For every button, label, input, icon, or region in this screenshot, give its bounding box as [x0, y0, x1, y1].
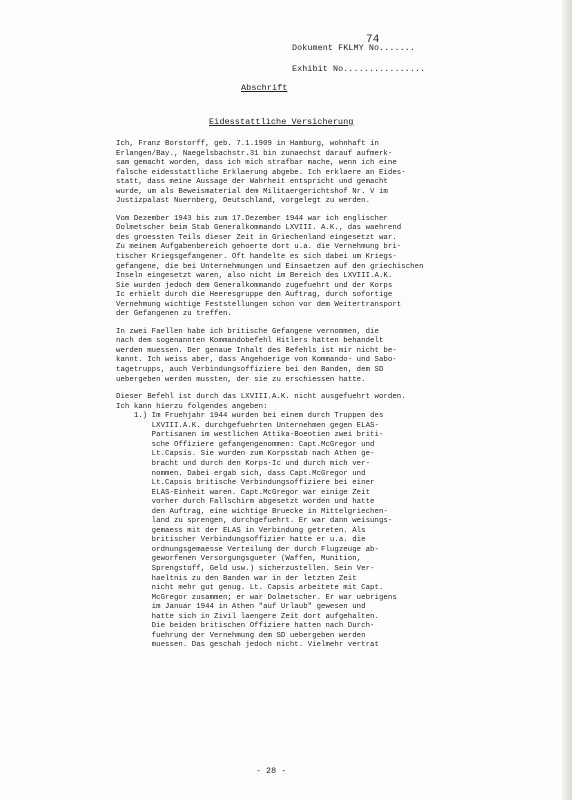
paper-edge	[562, 0, 572, 800]
text-line: falsche eidesstattliche Erklaerung abgebe. Ich erklaere an Eides-	[116, 168, 406, 177]
text-line: wurde, um als Beweismaterial dem Militaergerichtshof Nr. V im	[116, 187, 388, 196]
text-line: LXVIII.A.K. durchgefuehrten Unternehmen gegen ELAS-	[116, 421, 379, 430]
text-line: hatte sich in Zivil laengere Zeit dort aufgehalten.	[116, 612, 379, 621]
text-line: Sprengstoff, Geld usw.) sicherzustellen. Sein Ver-	[116, 564, 375, 573]
dokument-line	[292, 34, 416, 53]
exhibit-label: Exhibit No................	[292, 64, 426, 74]
paragraph	[116, 393, 456, 412]
text-line: McGregor zusammen; er war Dolmetscher. Er war uebrigens	[116, 593, 397, 602]
text-line: Ich kann hierzu folgendes angeben:	[116, 402, 268, 411]
text-line: Justizpalast Nuernberg, Deutschland, vorgelegt zu werden.	[116, 197, 371, 206]
dokument-label: Dokument FKLMY No.......	[292, 43, 416, 53]
text-line: sam gemacht worden, dass ich mich strafbar mache, wenn ich eine	[116, 159, 397, 168]
document-title: Eidesstattliche Versicherung	[209, 117, 354, 127]
text-line: im Januar 1944 in Athen "auf Urlaub" gewesen und	[116, 603, 366, 612]
paragraph	[116, 140, 456, 207]
text-line: Zu meinem Aufgabenbereich gehoerte dort u.a. die Vernehmung bri-	[116, 243, 402, 252]
paragraph-gap	[116, 320, 456, 328]
text-line: nicht mehr gut genug. Lt. Capsis arbeitete mit Capt.	[116, 584, 384, 593]
text-line: gemaess mit der ELAS in Verbindung getreten. Als	[116, 526, 366, 535]
text-line: haeltnis zu den Banden war in der letzten Zeit	[116, 574, 357, 583]
text-line: den Auftrag, eine wichtige Bruecke in Mittelgriechen-	[116, 507, 388, 516]
paragraph-gap	[116, 207, 456, 215]
text-line: tischer Kriegsgefangener. Oft handelte es sich dabei um Kriegs-	[116, 253, 397, 262]
text-line: Inseln eingesetzt waren, also nicht im Bereich des LXVIII.A.K.	[116, 272, 393, 281]
text-line: nommen. Dabei ergab sich, dass Capt.McGregor und	[116, 469, 366, 478]
text-line: des groessten Teils dieser Zeit in Griechenland eingesetzt war.	[116, 233, 397, 242]
document-body	[116, 140, 456, 651]
text-line: Dolmetscher beim Stab Generalkommando LXVIII. A.K., das waehrend	[116, 224, 402, 233]
text-line: Partisanen im westlichen Attika-Boeotien zwei briti-	[116, 431, 384, 440]
text-line: 1.) Im Fruehjahr 1944 wurden bei einem durch Truppen des	[116, 412, 384, 421]
paragraph	[116, 412, 456, 651]
abschrift-heading: Abschrift	[241, 83, 288, 93]
text-line: statt, dass meine Aussage der Wahrheit entspricht und gemacht	[116, 178, 388, 187]
text-line: gefangene, die bei Unternehmungen und Einsaetzen auf den griechischen	[116, 262, 424, 271]
text-line: Vernehmung wichtige Feststellungen schon vor dem Weitertransport	[116, 300, 402, 309]
text-line: In zwei Faellen habe ich britische Gefangene vernommen, die	[116, 327, 379, 336]
text-line: Lt.Capsis britische Verbindungsoffiziere bei einer	[116, 479, 375, 488]
paragraph	[116, 215, 456, 320]
paragraph-gap	[116, 385, 456, 393]
text-line: der Gefangenen zu treffen.	[116, 310, 232, 319]
text-line: geworfenen Versorgungsgueter (Waffen, Munition,	[116, 555, 362, 564]
text-line: Ic erhielt durch die Heeresgruppe den Auftrag, durch sofortige	[116, 291, 393, 300]
paragraph	[116, 328, 456, 385]
text-line: Dieser Befehl ist durch das LXVIII.A.K. nicht ausgefuehrt worden.	[116, 393, 406, 402]
page-number: - 28 -	[256, 766, 287, 776]
text-line: werden muessen. Der genaue Inhalt des Befehls ist mir nicht be-	[116, 346, 397, 355]
text-line: nach dem sogenannten Kommandobefehl Hitlers hatten behandelt	[116, 337, 384, 346]
text-line: britischer Verbindungsoffizier hatte er u.a. die	[116, 536, 366, 545]
exhibit-line	[292, 64, 425, 74]
text-line: Die beiden britischen Offiziere hatten nach Durch-	[116, 622, 375, 631]
text-line: bracht und durch den Korps-Ic und durch mich ver-	[116, 459, 371, 468]
text-line: kannt. Ich weiss aber, dass Angehoerige von Kommando- und Sabo-	[116, 356, 397, 365]
text-line: Sie wurden jedoch dem Generalkommando zugefuehrt und der Korps	[116, 281, 393, 290]
text-line: Vom Dezember 1943 bis zum 17.Dezember 1944 war ich englischer	[116, 214, 388, 223]
text-line: vorher durch Fallschirm abgesetzt worden und hatte	[116, 498, 375, 507]
text-line: tagetrupps, auch Verbindungsoffiziere bei den Banden, dem SD	[116, 366, 384, 375]
text-line: uebergeben werden mussten, der sie zu erschiessen hatte.	[116, 375, 366, 384]
text-line: muessen. Das geschah jedoch nicht. Vielmehr vertrat	[116, 641, 379, 650]
text-line: ordnungsgemaesse Verteilung der durch Flugzeuge ab-	[116, 545, 379, 554]
text-line: Ich, Franz Borstorff, geb. 7.1.1909 in Hamburg, wohnhaft in	[116, 140, 379, 148]
dokument-number: 74	[366, 34, 380, 46]
text-line: land zu sprengen, durchgefuehrt. Er war dann weisungs-	[116, 517, 393, 526]
text-line: sche Offiziere gefangengenommen: Capt.McGregor und	[116, 440, 375, 449]
text-line: Erlangen/Bay., Naegelsbachstr.31 bin zunaechst darauf aufmerk-	[116, 149, 393, 158]
text-line: Lt.Capsis. Sie wurden zum Korpsstab nach Athen ge-	[116, 450, 375, 459]
text-line: ELAS-Einheit waren. Capt.McGregor war einige Zeit	[116, 488, 371, 497]
text-line: fuehrung der Vernehmung dem SD uebergeben werden	[116, 631, 366, 640]
